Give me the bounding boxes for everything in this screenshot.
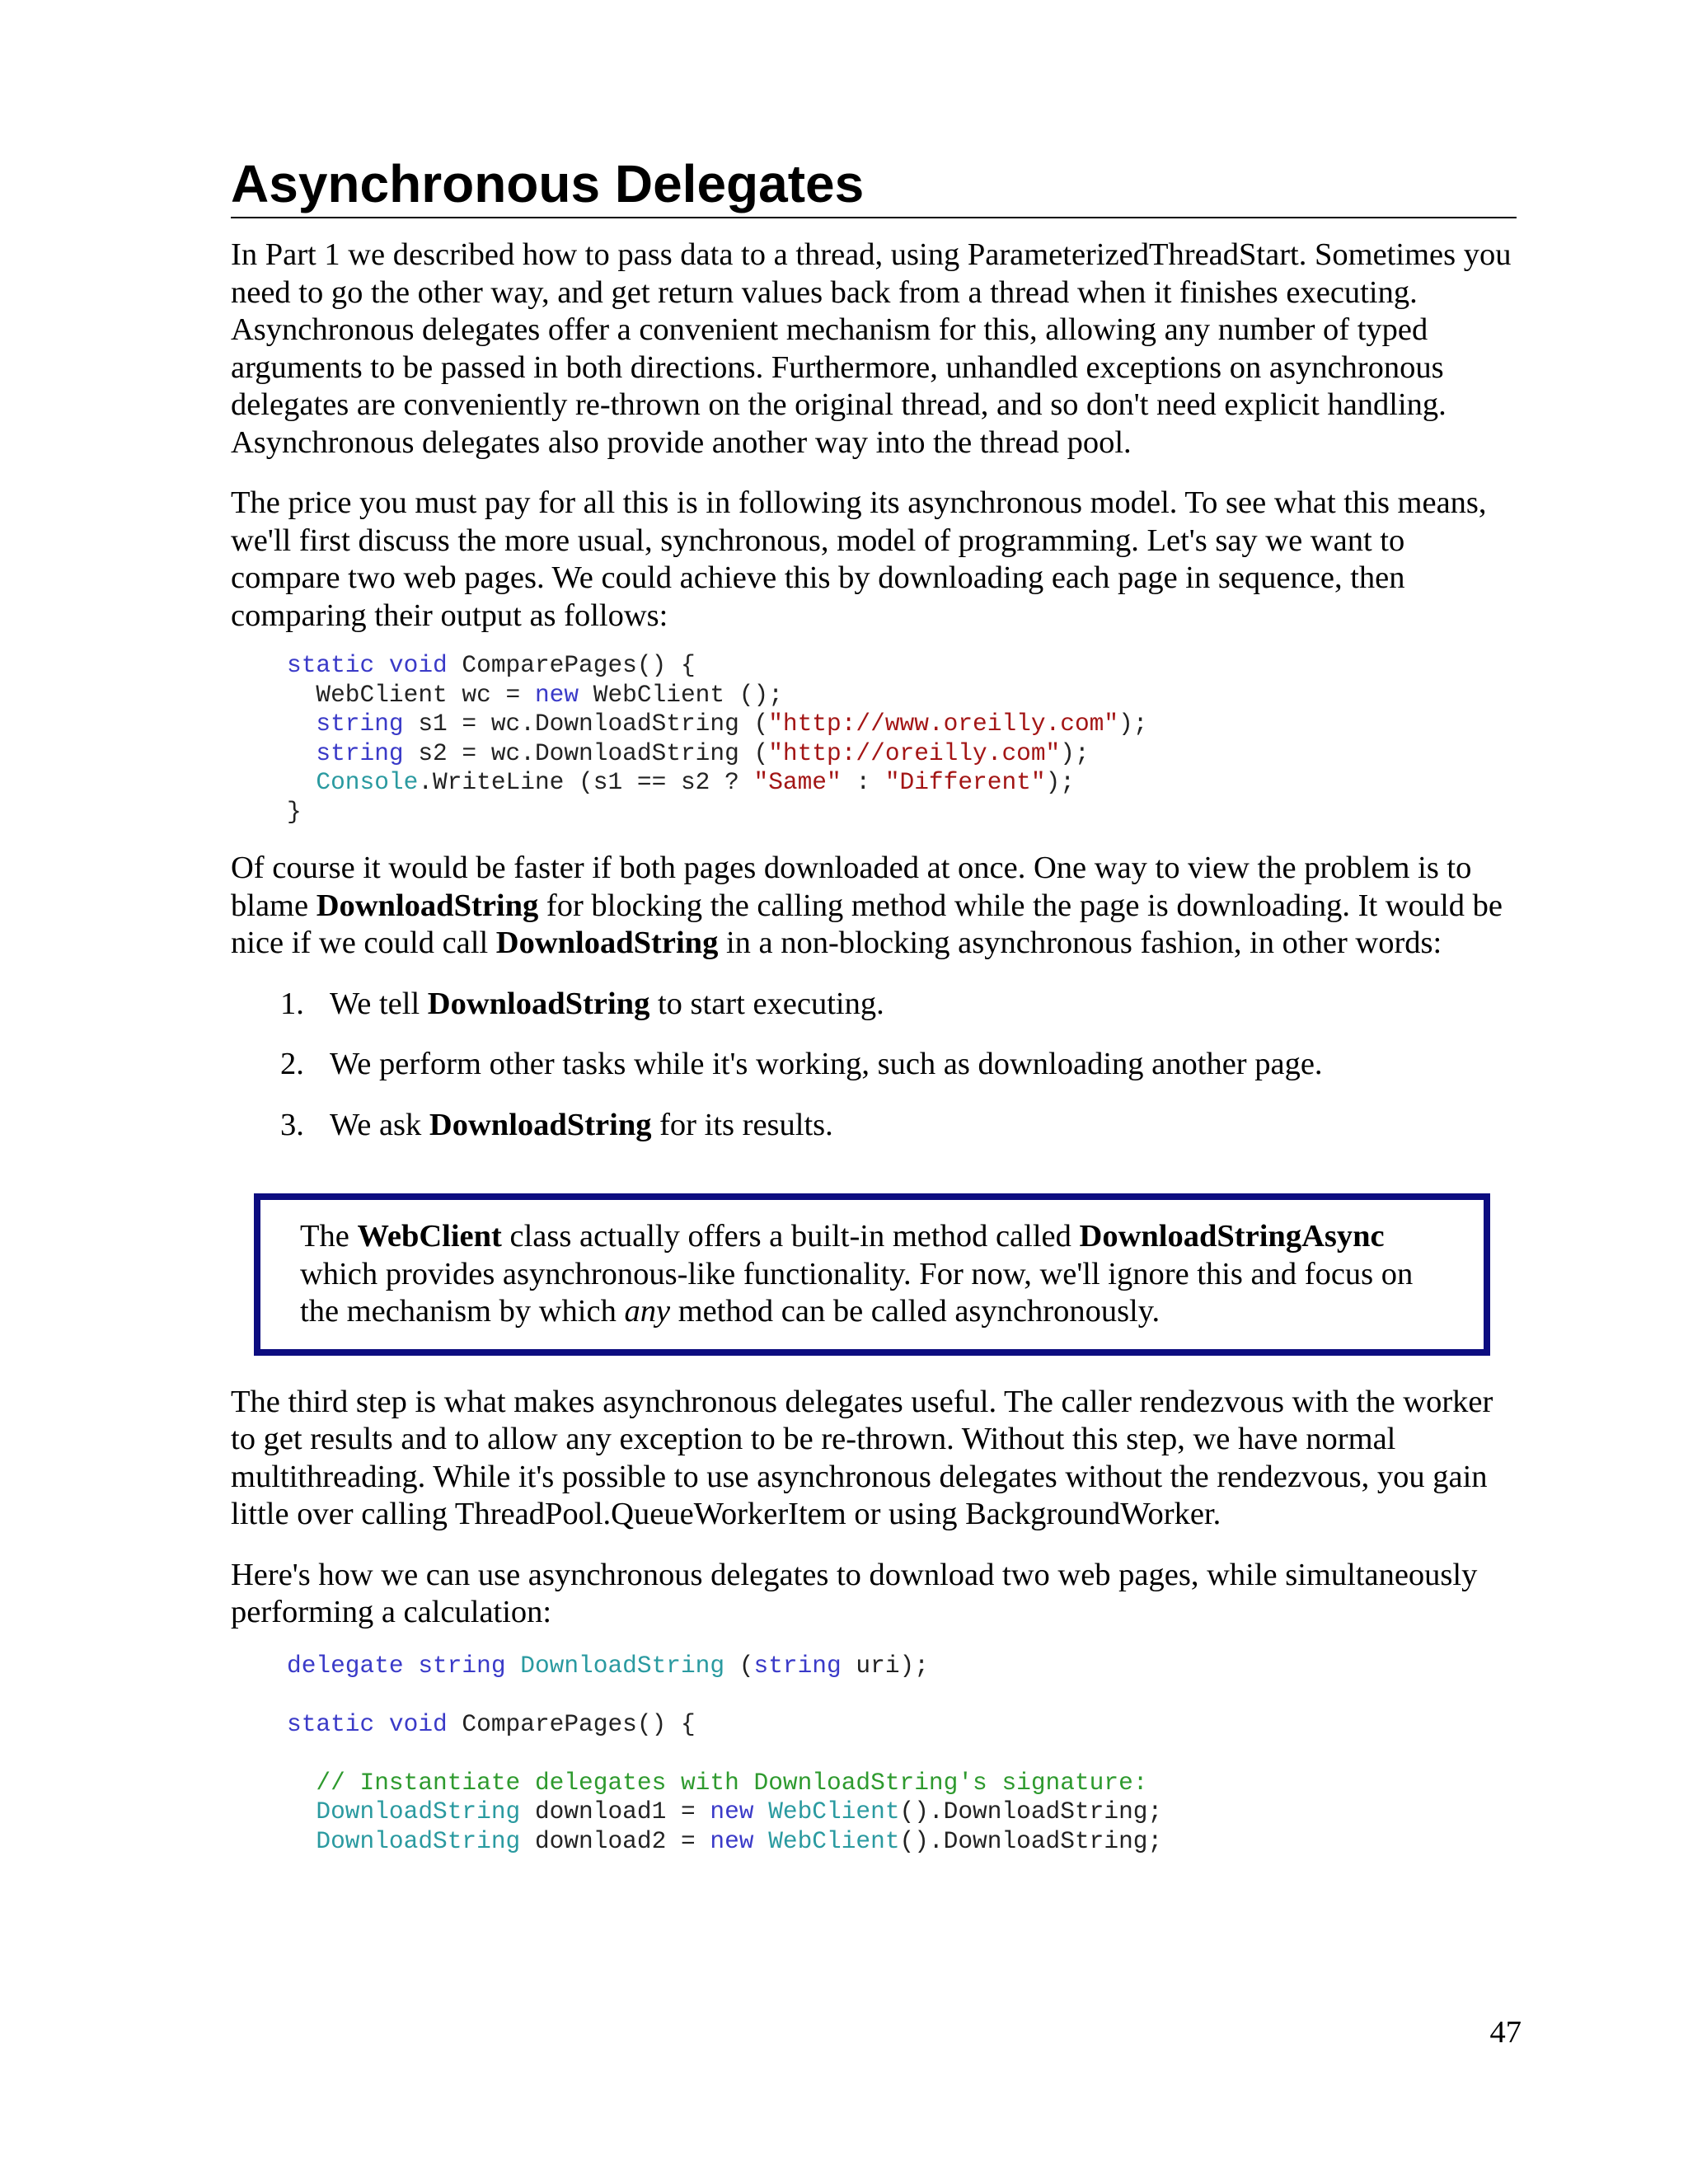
list-item bbox=[231, 1107, 1517, 1145]
note-box bbox=[254, 1193, 1490, 1356]
code-type: Console bbox=[316, 768, 419, 796]
code-type: DownloadString bbox=[520, 1651, 725, 1680]
code-text: ( bbox=[724, 1651, 754, 1680]
code-text: download2 = bbox=[520, 1826, 710, 1855]
text: We ask bbox=[330, 1107, 429, 1142]
bold-term: DownloadStringAsync bbox=[1079, 1219, 1385, 1254]
text: to start executing. bbox=[649, 986, 884, 1021]
text: class actually offers a built-in method called bbox=[501, 1219, 1080, 1254]
code-text: WebClient (); bbox=[579, 680, 783, 709]
code-type: DownloadString bbox=[316, 1797, 521, 1825]
list-item bbox=[231, 986, 1517, 1024]
code-keyword: static bbox=[287, 651, 375, 679]
italic-term: any bbox=[624, 1294, 671, 1329]
code-text: uri); bbox=[841, 1651, 929, 1680]
code-keyword: string bbox=[316, 738, 404, 767]
list-item bbox=[231, 1046, 1517, 1084]
code-text: ().DownloadString; bbox=[899, 1826, 1163, 1855]
bold-term: WebClient bbox=[357, 1219, 502, 1254]
text: We tell bbox=[330, 986, 428, 1021]
list-number: 1. bbox=[280, 986, 304, 1021]
page-title: Asynchronous Delegates bbox=[231, 152, 1517, 218]
code-keyword: new bbox=[710, 1826, 754, 1855]
bold-term: DownloadString bbox=[427, 986, 650, 1021]
paragraph-price: The price you must pay for all this is in following its asynchronous model. To see what this means, we'll first discuss the more usual, synchronous, model of programming. Let's say we want to compare two web pages. We could achieve this by downloading each page in sequence, then comparing their output as follows: bbox=[231, 485, 1487, 633]
page-content bbox=[231, 152, 1517, 1856]
list-number: 3. bbox=[280, 1107, 304, 1142]
text: for its results. bbox=[651, 1107, 833, 1142]
list-number: 2. bbox=[280, 1047, 304, 1081]
page-number: 47 bbox=[1489, 2015, 1522, 2050]
code-text: .WriteLine (s1 == s2 ? bbox=[418, 768, 754, 796]
text: in a non-blocking asynchronous fashion, in other words: bbox=[718, 926, 1442, 960]
code-keyword: string bbox=[753, 1651, 842, 1680]
paragraph-intro: In Part 1 we described how to pass data to a thread, using ParameterizedThreadStart. Sometimes you need to go the other way, and get return values back from a thread when it finishes executing. Asynchronous delegates offer a convenient mechanism for this, allowing any number of typed arguments to be passed in both directions. Furthermore, unhandled exceptions on asynchronous delegates are conveniently re-thrown on the original thread, and so don't need explicit handling. Asynchronous delegates also provide another way into the thread pool. bbox=[231, 237, 1512, 460]
code-keyword: void bbox=[388, 1709, 448, 1738]
code-text: ); bbox=[1118, 710, 1148, 738]
text: The bbox=[300, 1219, 358, 1254]
code-text: ComparePages() { bbox=[447, 651, 696, 679]
code-keyword: new bbox=[710, 1797, 754, 1825]
code-string: "http://www.oreilly.com" bbox=[768, 710, 1119, 738]
code-text: WebClient wc = bbox=[287, 680, 535, 709]
paragraph-example-intro: Here's how we can use asynchronous delegates to download two web pages, while simultaneously performing a calculation: bbox=[231, 1557, 1478, 1629]
text: We perform other tasks while it's working, such as downloading another page. bbox=[330, 1047, 1323, 1081]
code-text: download1 = bbox=[520, 1797, 710, 1825]
code-block-async bbox=[287, 1652, 1517, 1857]
paragraph-blocking bbox=[231, 850, 1517, 963]
bold-term: DownloadString bbox=[316, 888, 539, 923]
code-keyword: void bbox=[388, 651, 448, 679]
code-text: ().DownloadString; bbox=[899, 1797, 1163, 1825]
code-comment: // Instantiate delegates with DownloadString's signature: bbox=[316, 1768, 1148, 1797]
code-string: "Same" bbox=[753, 768, 842, 796]
code-keyword: string bbox=[418, 1651, 506, 1680]
code-text: ); bbox=[1060, 738, 1090, 767]
bold-term: DownloadString bbox=[495, 926, 719, 960]
paragraph-third-step: The third step is what makes asynchronous delegates useful. The caller rendezvous with the worker to get results and to allow any exception to be re-thrown. Without this step, we have normal multithreading. While it's possible to use asynchronous delegates without the rendezvous, you gain little over calling ThreadPool.QueueWorkerItem or using BackgroundWorker. bbox=[231, 1384, 1493, 1531]
code-text: : bbox=[841, 768, 885, 796]
code-text: ); bbox=[1045, 768, 1075, 796]
note-text bbox=[300, 1218, 1444, 1331]
code-text: s2 = wc.DownloadString ( bbox=[403, 738, 769, 767]
code-type: WebClient bbox=[768, 1826, 900, 1855]
code-block-sync bbox=[287, 651, 1517, 827]
code-string: "http://oreilly.com" bbox=[768, 738, 1061, 767]
text: for blocking the calling method while the page is downloading. It would be nice if we could call bbox=[231, 888, 1503, 960]
bold-term: DownloadString bbox=[429, 1107, 652, 1142]
code-keyword: static bbox=[287, 1709, 375, 1738]
code-text: ComparePages() { bbox=[447, 1709, 696, 1738]
code-type: DownloadString bbox=[316, 1826, 521, 1855]
text: method can be called asynchronously. bbox=[670, 1294, 1160, 1329]
text: which provides asynchronous-like functionality. For now, we'll ignore this and focus on the mechanism by which bbox=[300, 1256, 1414, 1329]
code-type: WebClient bbox=[768, 1797, 900, 1825]
code-keyword: string bbox=[316, 710, 404, 738]
code-text: } bbox=[287, 797, 302, 826]
steps-list bbox=[231, 986, 1517, 1145]
code-text: s1 = wc.DownloadString ( bbox=[403, 710, 769, 738]
text: Of course it would be faster if both pages downloaded at once. One way to view the problem is to blame bbox=[231, 851, 1472, 923]
code-string: "Different" bbox=[884, 768, 1046, 796]
code-keyword: new bbox=[534, 680, 579, 709]
code-keyword: delegate bbox=[287, 1651, 404, 1680]
